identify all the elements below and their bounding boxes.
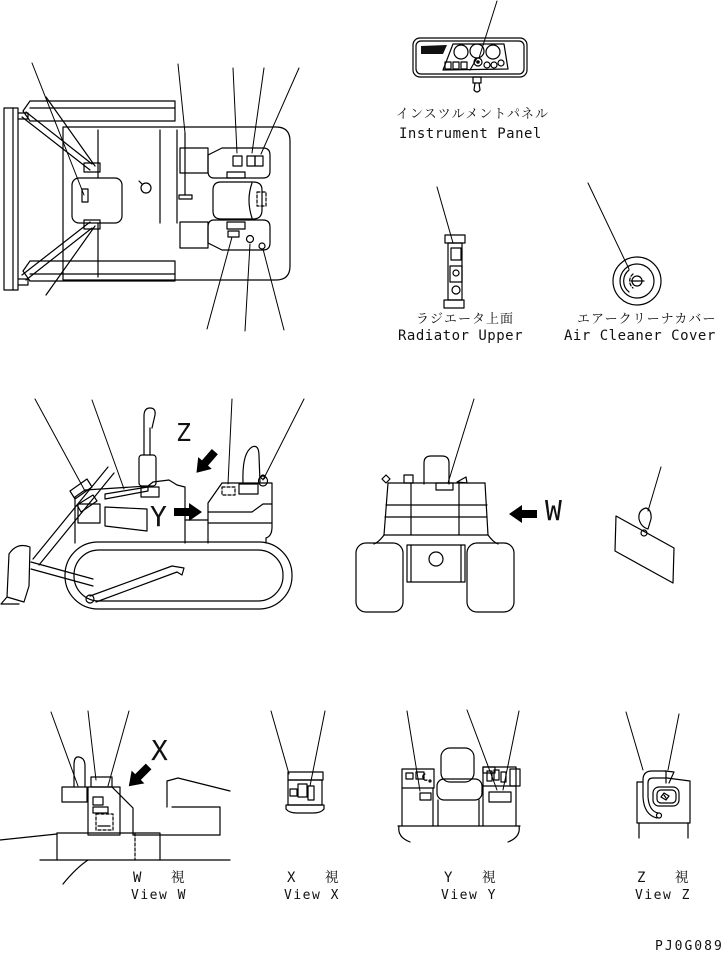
radiator-upper-label-jp: ラジエータ上面 [416,312,515,327]
view-y-caption-en: View Y [441,888,497,903]
view-z-direction-arrow-icon [190,446,222,479]
air-cleaner-cover-label-jp: エアークリーナカバー [577,312,717,327]
instrument-panel-label-en: Instrument Panel [399,126,542,142]
machine-rear-view-drawing [356,399,514,612]
view-x-marker: X [151,734,168,767]
radiator-upper-label-en: Radiator Upper [398,328,524,344]
view-y-drawing [398,710,520,842]
view-z-caption-en: View Z [635,888,691,903]
view-z-drawing [626,712,690,838]
view-w-caption-jp: W 視 [133,870,186,886]
machine-top-view-drawing [4,97,290,295]
view-y-marker: Y [150,500,167,533]
radiator-upper-drawing [437,187,465,308]
view-y-caption-jp: Y 視 [444,870,497,886]
panel-logo-text-block [421,45,447,54]
drawing-number: PJ0G089 [655,939,724,954]
view-x-drawing [271,711,325,813]
instrument-panel-label-jp: インスツルメントパネル [396,107,549,122]
view-y-direction-arrow-icon [174,503,202,521]
view-w-caption-en: View W [131,888,187,903]
view-w-direction-arrow-icon [509,505,537,523]
view-x-caption-en: View X [284,888,340,903]
machine-side-view-drawing [1,408,292,609]
side-view-callout-lines [35,399,304,491]
view-z-marker: Z [176,418,192,447]
hanging-plate-drawing [615,467,674,583]
view-x-caption-jp: X 視 [287,870,340,886]
instrument-panel-drawing [413,1,527,92]
view-w-drawing [0,711,230,884]
view-z-caption-jp: Z 視 [637,870,690,886]
air-cleaner-cover-drawing [588,183,661,305]
view-w-marker: W [545,494,562,527]
air-cleaner-cover-label-en: Air Cleaner Cover [564,328,716,344]
